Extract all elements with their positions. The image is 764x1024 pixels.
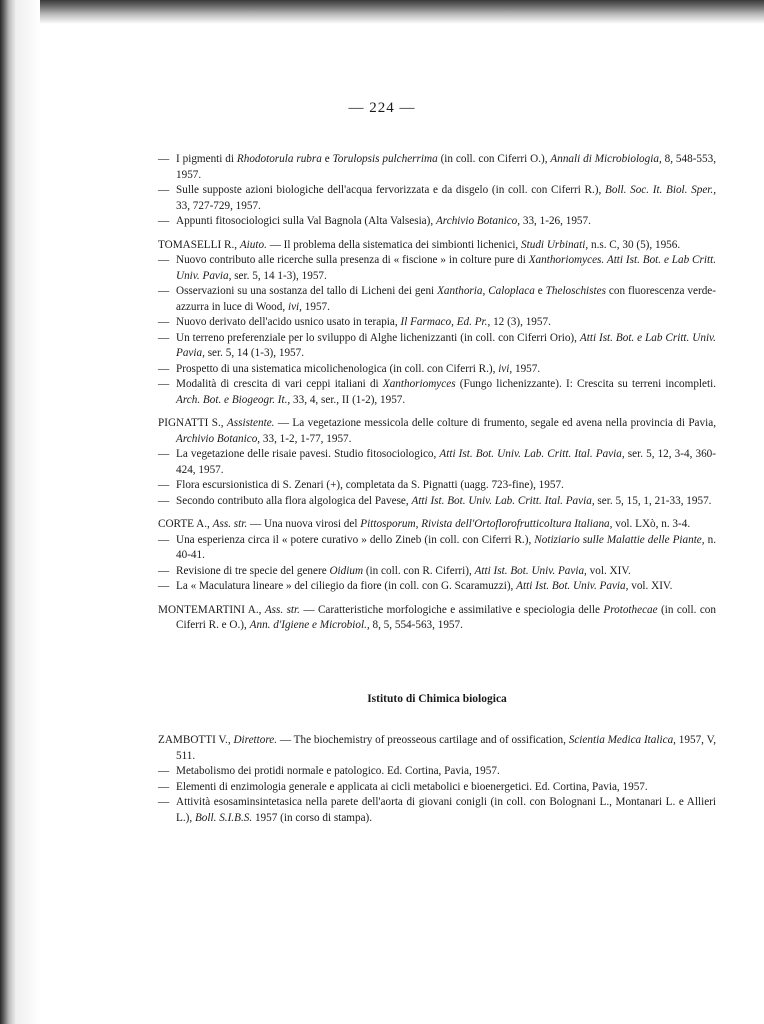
list-item: — Elementi di enzimologia generale e applicata ai cicli metabolici e bioenergetici. Ed. Cortina, Pavia, 1957. bbox=[158, 780, 648, 793]
page-number: — 224 — bbox=[348, 100, 416, 116]
list-item: — Nuovo derivato dell'acido usnico usato in terapia, Il Farmaco, Ed. Pr., 12 (3), 1957. bbox=[158, 316, 551, 328]
author-entry: PIGNATTI S., Assistente. — La vegetazione messicola delle colture di frumento, segale ed avena nella provincia di Pavia, Archivio Botanico, 33, 1-2, 1-77, 1957. bbox=[158, 417, 716, 445]
list-item: — Revisione di tre specie del genere Oidium (in coll. con R. Ciferri), Atti Ist. Bot. Univ. Pavia, vol. XIV. bbox=[158, 564, 631, 577]
list-item: — Attività esosaminsintetasica nella parete dell'aorta di giovani conigli (in coll. con Bolognani L., Montanari L. e Allieri L.), Boll. S.I.B.S. 1957 (in corso di stampa). bbox=[158, 796, 716, 824]
list-item: — Un terreno preferenziale per lo sviluppo di Alghe lichenizzanti (in coll. con Ciferri Orio), Atti Ist. Bot. e Lab Critt. Univ. Pavia, ser. 5, 14 (1-3), 1957. bbox=[158, 331, 716, 359]
list-item: — Nuovo contributo alle ricerche sulla presenza di « fiscione » in colture pure di Xanthoriomyces. Atti Ist. Bot. e Lab Critt. Univ. Pavia, ser. 5, 14 1-3), 1957. bbox=[158, 254, 716, 282]
list-item: — Una esperienza circa il « potere curativo » dello Zineb (in coll. con Ciferri R.), Notiziario sulle Malattie delle Piante, n. 40-41. bbox=[158, 533, 716, 561]
list-item: — Prospetto di una sistematica micolichenologica (in coll. con Ciferri R.), ivi, 1957. bbox=[158, 362, 541, 375]
scan-edge-left bbox=[0, 0, 40, 1024]
list-item: — Metabolismo dei protidi normale e patologico. Ed. Cortina, Pavia, 1957. bbox=[158, 765, 500, 777]
list-item: — I pigmenti di Rhodotorula rubra e Torulopsis pulcherrima (in coll. con Ciferri O.), Annali di Microbiologia, 8, 548-553, 1957. bbox=[158, 153, 717, 181]
list-item: — Sulle supposte azioni biologiche dell'acqua fervorizzata e da disgelo (in coll. con Ciferri R.), Boll. Soc. It. Biol. Sper., 33, 727-729, 1957. bbox=[158, 184, 716, 212]
list-item: — Appunti fitosociologici sulla Val Bagnola (Alta Valsesia), Archivio Botanico, 33, 1-26, 1957. bbox=[158, 215, 591, 227]
list-item: — La « Maculatura lineare » del ciliegio da fiore (in coll. con G. Scaramuzzi), Atti Ist. Bot. Univ. Pavia, vol. XIV. bbox=[158, 580, 673, 592]
scan-edge-top bbox=[0, 0, 764, 24]
author-entry: ZAMBOTTI V., Direttore. — The biochemistry of preosseous cartilage and of ossification, Scientia Medica Italica, 1957, V, 511. bbox=[158, 734, 716, 762]
author-entry: TOMASELLI R., Aiuto. — Il problema della sistematica dei simbionti lichenici, Studi Urbinati, n.s. C, 30 (5), 1956. bbox=[158, 238, 681, 251]
author-entry: CORTE A., Ass. str. — Una nuova virosi del Pittosporum, Rivista dell'Ortoflorofrutticoltura Italiana, vol. LXò, n. 3-4. bbox=[158, 518, 691, 530]
list-item: — La vegetazione delle risaie pavesi. Studio fitosociologico, Atti Ist. Bot. Univ. Lab. Critt. Ital. Pavia, ser. 5, 12, 3-4, 360-424, 1957. bbox=[158, 448, 716, 476]
section-title: Istituto di Chimica biologica bbox=[367, 692, 507, 705]
bibliography bbox=[158, 152, 716, 826]
list-item: — Modalità di crescita di vari ceppi italiani di Xanthoriomyces (Fungo lichenizzante). I: Crescita su terreni incompleti. Arch. Bot. e Biogeogr. It., 33, 4, ser., II (1-2), 1957. bbox=[158, 378, 717, 406]
author-entry: MONTEMARTINI A., Ass. str. — Caratteristiche morfologiche e assimilative e speciologia delle Protothecae (in coll. con Ciferri R. e O.), Ann. d'Igiene e Microbiol., 8, 5, 554-563, 1957. bbox=[158, 603, 716, 631]
list-item: — Secondo contributo alla flora algologica del Pavese, Atti Ist. Bot. Univ. Lab. Critt. Ital. Pavia, ser. 5, 15, 1, 21-33, 1957. bbox=[158, 494, 712, 507]
list-item: — Flora escursionistica di S. Zenari (+), completata da S. Pignatti (uagg. 723-fine), 1957. bbox=[158, 479, 564, 491]
list-item: — Osservazioni su una sostanza del tallo di Licheni dei geni Xanthoria, Caloplaca e Theloschistes con fluorescenza verde-azzurra in luce di Wood, ivi, 1957. bbox=[158, 285, 716, 313]
